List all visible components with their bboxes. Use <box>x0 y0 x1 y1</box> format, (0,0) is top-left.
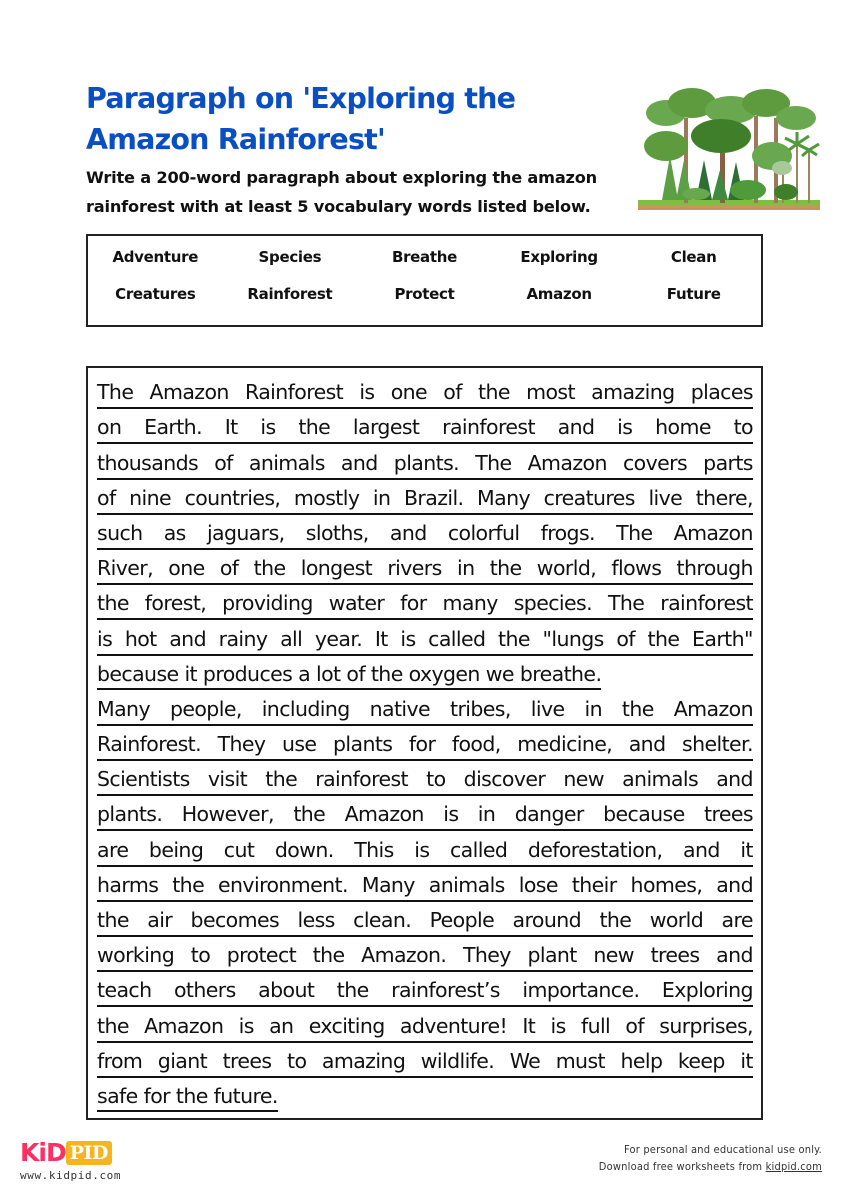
paragraph-word: down. <box>274 837 334 862</box>
paragraph-word: for <box>408 732 436 757</box>
paragraph-word: the <box>498 626 530 651</box>
paragraph-word: it <box>740 837 753 862</box>
paragraph-word: surprises, <box>659 1013 753 1038</box>
paragraph-word: from <box>97 1048 143 1073</box>
paragraph-word: and <box>716 767 753 792</box>
paragraph-word: live <box>648 485 683 510</box>
paragraph-word: called <box>428 626 486 651</box>
paragraph-word: the <box>293 802 326 827</box>
paragraph-word: in <box>456 556 475 581</box>
vocab-word: Creatures <box>115 285 196 303</box>
logo-kid-text: KiD <box>20 1138 66 1167</box>
paragraph-word: Earth. <box>144 415 202 440</box>
paragraph-word: This <box>354 837 394 862</box>
paragraph-word: world, <box>536 556 597 581</box>
paragraph-word: Amazon <box>149 380 229 405</box>
paragraph-word: places <box>690 380 753 405</box>
paragraph-word: longest <box>300 556 373 581</box>
kidpid-logo <box>20 1138 112 1167</box>
paragraph-line <box>97 656 753 691</box>
paragraph-line <box>97 1043 753 1078</box>
paragraph-word: homes, <box>630 872 703 897</box>
paragraph-word: lose <box>518 872 558 897</box>
paragraph-line <box>97 409 753 444</box>
paragraph-word: being <box>148 837 204 862</box>
paragraph-word: jaguars, <box>206 520 285 545</box>
paragraph-word: parts <box>703 450 753 475</box>
paragraph-word: people, <box>169 696 242 721</box>
paragraph-word: Many <box>361 872 415 897</box>
paragraph-word: are <box>97 837 129 862</box>
paragraph-line <box>97 1007 753 1042</box>
paragraph-word: Amazon <box>344 802 424 827</box>
paragraph-word: of <box>219 556 239 581</box>
paragraph-word: about <box>258 978 315 1003</box>
paragraph-word: new <box>593 943 634 968</box>
paragraph-word: medicine, <box>517 732 613 757</box>
paragraph-line <box>97 867 753 902</box>
paragraph-word: However, <box>181 802 274 827</box>
paragraph-word: Amazon. <box>361 943 447 968</box>
paragraph-word: rainforest <box>660 591 753 616</box>
paragraph-word: protect <box>226 943 297 968</box>
paragraph-word: species. <box>513 591 592 616</box>
paragraph-word: help <box>620 1048 663 1073</box>
paragraph-word: Amazon <box>673 696 753 721</box>
paragraph-word: of <box>214 450 233 475</box>
paragraph-word: world <box>649 908 704 932</box>
paragraph-line <box>97 796 753 831</box>
usage-note: For personal and educational use only. <box>623 1143 822 1156</box>
paragraph-word: to <box>190 943 211 968</box>
paragraph-word: full <box>580 1013 611 1038</box>
paragraph-word: flows <box>611 556 662 581</box>
paragraph-word: frogs. <box>540 520 595 545</box>
paragraph-word: an <box>269 1013 294 1038</box>
paragraph-word: called <box>450 837 508 862</box>
paragraph-word: less <box>297 908 335 932</box>
paragraph-word: sloths, <box>305 520 369 545</box>
paragraph-word: is <box>414 837 430 862</box>
paragraph-word: the <box>621 696 654 721</box>
paragraph-word: animals <box>622 767 699 792</box>
paragraph-word: such <box>97 520 143 545</box>
paragraph-word: amazing <box>321 1048 406 1073</box>
paragraph-word: "lungs <box>542 626 604 651</box>
paragraph-word: of <box>97 485 116 510</box>
paragraph-word: as <box>163 520 186 545</box>
paragraph-word: of <box>625 1013 644 1038</box>
paragraph-line <box>97 1078 753 1113</box>
vocab-word: Amazon <box>526 285 592 303</box>
paragraph-word: in <box>584 696 602 721</box>
paragraph-word: shelter. <box>682 732 753 757</box>
paragraph-word: is <box>238 1013 254 1038</box>
paragraph-word: environment. <box>218 872 348 897</box>
paragraph-line-text: safe for the future. <box>97 1082 278 1112</box>
paragraph-word: including <box>261 696 350 721</box>
paragraph-word: their <box>571 872 617 897</box>
paragraph-word: becomes <box>190 908 280 932</box>
paragraph-line-text: because it produces a lot of the oxygen we breathe. <box>97 660 601 690</box>
paragraph-word: the <box>336 978 369 1003</box>
paragraph-word: deforestation, <box>527 837 663 862</box>
paragraph-word: The <box>616 520 653 545</box>
paragraph-word: clean. <box>353 908 412 932</box>
paragraph-word: in <box>477 802 496 827</box>
vocab-word: Breathe <box>391 248 458 266</box>
paragraph-word: home <box>655 415 711 440</box>
vocab-word: Clean <box>670 248 717 266</box>
paragraph-word: adventure! <box>399 1013 508 1038</box>
paragraph-word: one <box>390 380 428 405</box>
paragraph-word: are <box>721 908 753 932</box>
paragraph-word: trees <box>222 1048 272 1073</box>
paragraph-line <box>97 726 753 761</box>
paragraph-word: year. <box>314 626 363 651</box>
paragraph-line <box>97 937 753 972</box>
paragraph-word: and <box>169 626 206 651</box>
paragraph-word: to <box>287 1048 307 1073</box>
vocabulary-box <box>86 234 763 327</box>
paragraph-word: rainforest <box>442 415 535 440</box>
rainforest-trees-illustration <box>636 78 822 216</box>
paragraph-word: and <box>628 732 666 757</box>
paragraph-word: Exploring <box>661 978 753 1003</box>
paragraph-word: River, <box>97 556 154 581</box>
paragraph-word: creatures <box>543 485 635 510</box>
paragraph-word: the <box>97 908 129 932</box>
paragraph-word: the <box>647 626 680 651</box>
paragraph-word: is <box>443 802 459 827</box>
paragraph-word: the <box>172 872 205 897</box>
paragraph-word: It <box>522 1013 536 1038</box>
paragraph-word: tribes, <box>450 696 511 721</box>
paragraph-word: The <box>475 450 512 475</box>
paragraph-line <box>97 374 753 409</box>
paragraph-word: one <box>168 556 205 581</box>
paragraph-word: in <box>372 485 391 510</box>
paragraph-word: rainforest’s <box>391 978 500 1003</box>
paragraph-word: the <box>298 415 331 440</box>
paragraph-word: and <box>716 872 753 897</box>
page-title: Paragraph on 'Exploring the Amazon Rainforest' <box>86 82 516 156</box>
paragraph-word: covers <box>622 450 688 475</box>
paragraph-word: around <box>512 908 582 932</box>
paragraph-word: Rainforest <box>245 380 344 405</box>
paragraph-word: the <box>478 380 510 405</box>
paragraph-line <box>97 972 753 1007</box>
paragraph-word: Earth" <box>692 626 753 651</box>
paragraph-word: Amazon <box>527 450 607 475</box>
instructions-text: Write a 200-word paragraph about exploring the amazon rainforest with at least 5 vocabulary words listed below. <box>86 168 598 216</box>
paragraph-word: teach <box>97 978 152 1003</box>
vocab-word: Exploring <box>520 248 598 266</box>
footer-note <box>599 1141 822 1175</box>
paragraph-line <box>97 902 753 937</box>
paragraph-word: plants. <box>393 450 460 475</box>
paragraph-word: exciting <box>308 1013 385 1038</box>
paragraph-line <box>97 691 753 726</box>
paragraph-word: all <box>280 626 303 651</box>
paragraph-word: rainy <box>218 626 268 651</box>
paragraph-word: working <box>97 943 175 968</box>
paragraph-word: water <box>328 591 385 616</box>
paragraph-word: on <box>97 415 122 440</box>
paragraph-word: thousands <box>97 450 199 475</box>
vocabulary-grid <box>88 246 761 305</box>
paragraph-word: People <box>429 908 495 932</box>
paragraph-word: Scientists <box>97 767 190 792</box>
paragraph-word: for <box>400 591 427 616</box>
paragraph-word: countries, <box>184 485 281 510</box>
paragraph-word: because <box>603 802 685 827</box>
paragraph-word: keep <box>677 1048 725 1073</box>
paragraph-word: discover <box>463 767 546 792</box>
paragraph-word: Rainforest. <box>97 732 202 757</box>
paragraph-word: the <box>599 908 632 932</box>
vocab-word: Adventure <box>112 248 199 266</box>
download-note <box>599 1158 822 1175</box>
paragraph-word: and <box>716 943 753 968</box>
paragraph-word: the <box>97 591 129 616</box>
paragraph-word: The <box>97 380 134 405</box>
paragraph-word: Brazil. <box>403 485 464 510</box>
paragraph-word: must <box>555 1048 605 1073</box>
paragraph-word: use <box>281 732 317 757</box>
paragraph-word: Amazon <box>144 1013 224 1038</box>
paragraph-word: They <box>217 732 266 757</box>
paragraph-word: and <box>340 450 378 475</box>
paragraph-word: importance. <box>522 978 640 1003</box>
paragraph-word: is <box>260 415 276 440</box>
paragraph-word: trees <box>650 943 700 968</box>
paragraph-word: plants. <box>97 802 163 827</box>
paragraph-word: air <box>147 908 173 932</box>
paragraph-word: It <box>224 415 238 440</box>
paragraph-word: plants <box>332 732 393 757</box>
paragraph-line <box>97 585 753 620</box>
paragraph-word: many <box>442 591 498 616</box>
paragraph-word: to <box>733 415 753 440</box>
vocab-word: Future <box>666 285 721 303</box>
paragraph-word: rainforest <box>315 767 408 792</box>
paragraph-word: native <box>369 696 431 721</box>
paragraph-word: and <box>389 520 427 545</box>
paragraph-word: largest <box>352 415 420 440</box>
download-note-prefix: Download free worksheets from <box>598 1160 766 1173</box>
paragraph-word: rivers <box>387 556 442 581</box>
paragraph-word: forest, <box>144 591 207 616</box>
paragraph-word: Many <box>477 485 531 510</box>
paragraph-word: visit <box>207 767 248 792</box>
paragraph-line <box>97 480 753 515</box>
paragraph-word: hot <box>124 626 157 651</box>
paragraph-word: mostly <box>293 485 360 510</box>
paragraph-word: there, <box>695 485 753 510</box>
logo-url: www.kidpid.com <box>20 1169 122 1182</box>
paragraph-word: They <box>462 943 511 968</box>
paragraph-line <box>97 620 753 655</box>
paragraph-word: is <box>97 626 113 651</box>
vocab-word: Rainforest <box>247 285 333 303</box>
paragraph-word: the <box>312 943 345 968</box>
paragraph-word: others <box>173 978 236 1003</box>
paragraph-word: most <box>526 380 575 405</box>
paragraph-word: the <box>97 1013 129 1038</box>
paragraph-word: trees <box>704 802 753 827</box>
logo-pid-text: PID <box>66 1141 112 1165</box>
vocab-word: Species <box>258 248 322 266</box>
paragraph-word: and <box>557 415 595 440</box>
paragraph-word: food, <box>451 732 501 757</box>
paragraph-word: of <box>616 626 635 651</box>
paragraph-word: The <box>607 591 645 616</box>
paragraph-word: new <box>563 767 604 792</box>
vocab-word: Protect <box>394 285 455 303</box>
paragraph-word: Many <box>97 696 150 721</box>
paragraph-word: the <box>265 767 298 792</box>
paragraph-word: animals <box>428 872 505 897</box>
paragraph-word: danger <box>514 802 584 827</box>
paragraph-word: is <box>617 415 633 440</box>
paragraph-word: is <box>550 1013 566 1038</box>
paragraph-word: the <box>489 556 522 581</box>
paragraph-word: is <box>400 626 416 651</box>
paragraph-line <box>97 831 753 866</box>
paragraph-word: of <box>443 380 462 405</box>
paragraph-word: is <box>359 380 375 405</box>
paragraph-word: nine <box>129 485 172 510</box>
paragraph-line <box>97 550 753 585</box>
paragraph-word: the <box>253 556 286 581</box>
paragraph-word: animals <box>248 450 325 475</box>
paragraph-word: providing <box>222 591 313 616</box>
paragraph-word: through <box>676 556 753 581</box>
paragraph-line <box>97 761 753 796</box>
paragraph-line <box>97 515 753 550</box>
paragraph-word: cut <box>223 837 255 862</box>
kidpid-link[interactable]: kidpid.com <box>765 1160 822 1173</box>
paragraph-word: amazing <box>591 380 675 405</box>
paragraph-word: We <box>509 1048 541 1073</box>
paragraph-line <box>97 444 753 479</box>
paragraph-word: live <box>530 696 565 721</box>
paragraph-word: It <box>374 626 388 651</box>
paragraph-word: colorful <box>447 520 520 545</box>
paragraph-word: to <box>426 767 446 792</box>
paragraph-word: giant <box>157 1048 208 1073</box>
paragraph-lines <box>97 374 753 1113</box>
paragraph-word: it <box>740 1048 753 1073</box>
paragraph-word: plant <box>527 943 577 968</box>
paragraph-box <box>86 366 763 1120</box>
paragraph-word: Amazon <box>673 520 753 545</box>
paragraph-word: harms <box>97 872 159 897</box>
paragraph-word: wildlife. <box>420 1048 495 1073</box>
paragraph-word: and <box>683 837 720 862</box>
